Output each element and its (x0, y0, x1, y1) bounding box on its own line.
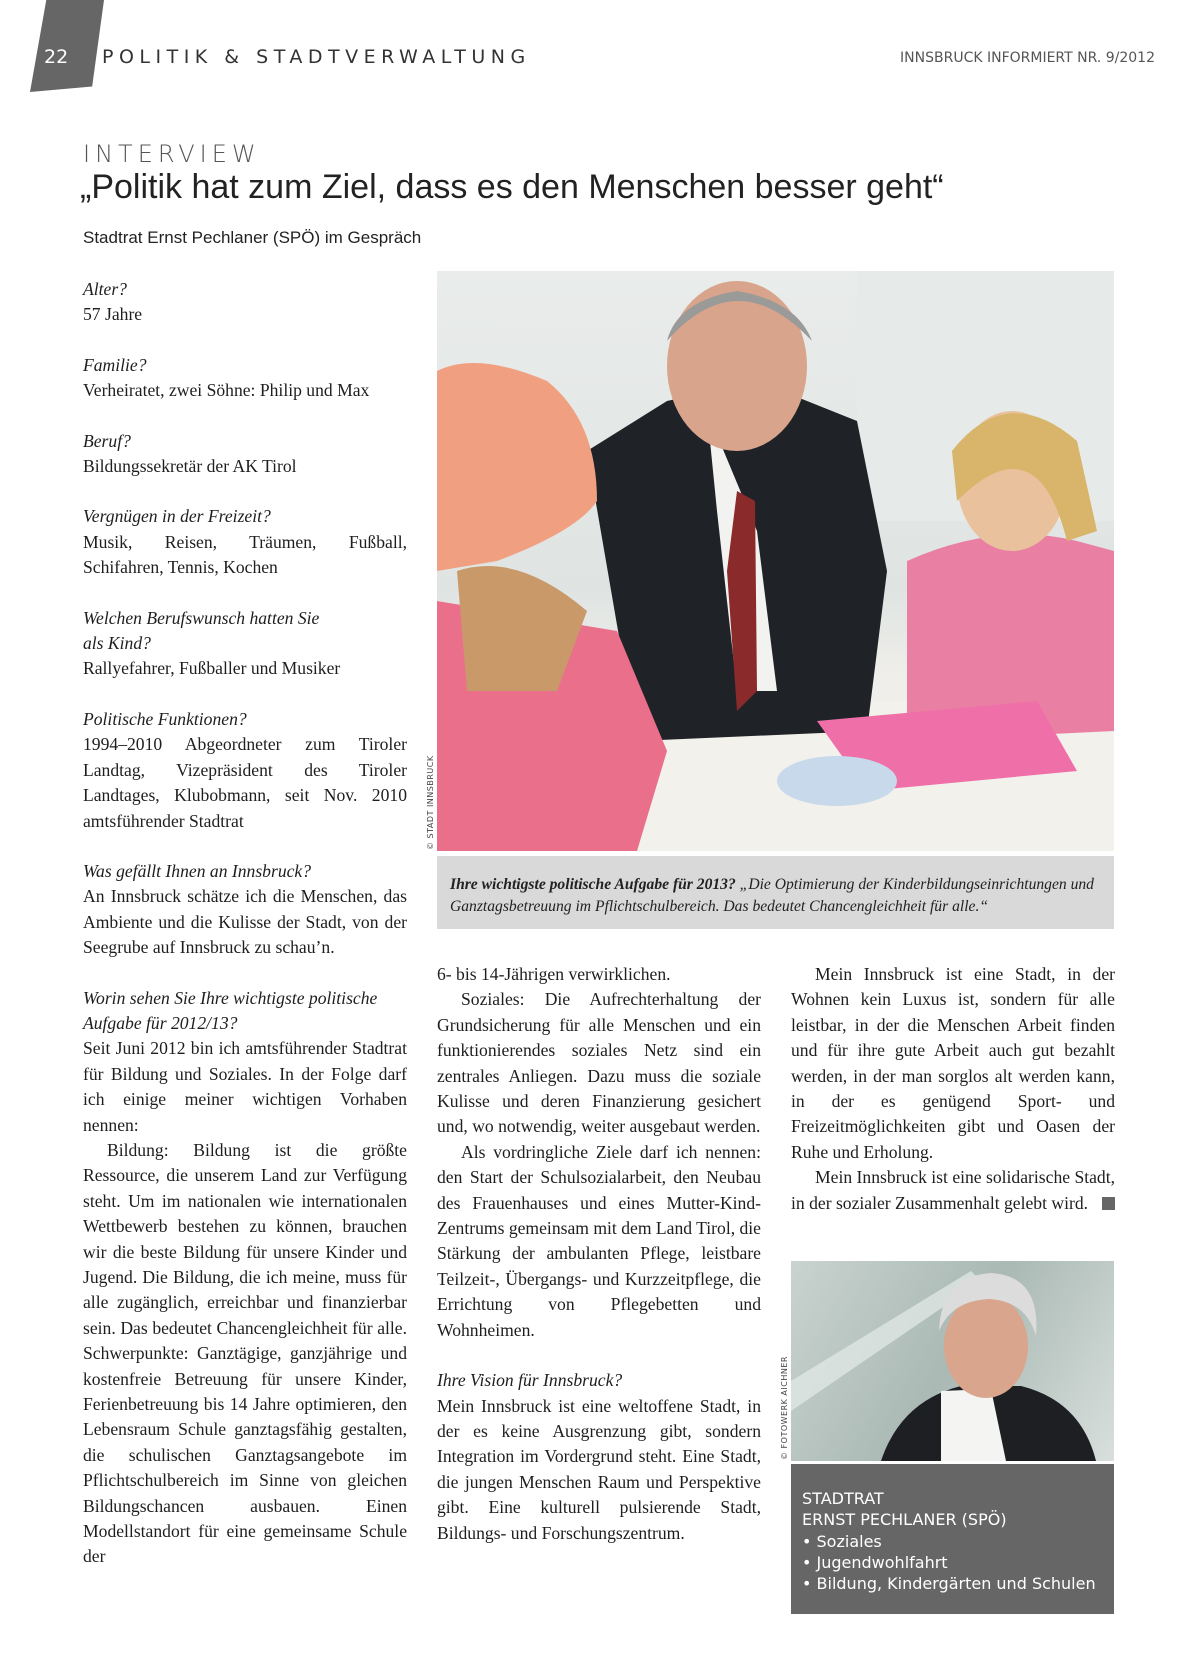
article-kicker: INTERVIEW (83, 140, 261, 168)
portrait-credit: © FOTOWERK AICHNER (780, 1356, 789, 1460)
paragraph: Als vordringliche Ziele darf ich nennen: den Start der Schulsozialarbeit, den Neubau des Frauenhauses und eines Mutter-Kind-Zentrums gemeinsam mit dem Land Tirol, die Stärkung der ambulanten Pflege, leistbare Teilzeit-, Übergangs- und Kurzzeitpflege, die Errichtung von Pflegebetten und Wohnheimen. (437, 1141, 761, 1340)
paragraph-text: Mein Innsbruck ist eine solidarische Stadt, in der sozialer Zusammenhalt gelebt wird. (791, 1167, 1116, 1213)
info-item: • Bildung, Kindergärten und Schulen (802, 1574, 1096, 1594)
photo-illustration (437, 271, 1114, 851)
question: Politische Funktionen? (83, 708, 247, 729)
question: Welchen Berufswunsch hatten Sie als Kind? (83, 607, 320, 654)
paragraph (791, 1165, 1115, 1216)
info-item: • Soziales (802, 1531, 882, 1551)
info-item: • Jugendwohlfahrt (802, 1552, 948, 1572)
answer: Bildungssekretär der AK Tirol (83, 456, 297, 477)
portrait-illustration (791, 1261, 1114, 1461)
answer: Rallyefahrer, Fußballer und Musiker (83, 658, 341, 679)
answer: Musik, Reisen, Träumen, Fußball, Schifahren, Tennis, Kochen (83, 531, 407, 578)
answer: Mein Innsbruck ist eine weltoffene Stadt, in der es keine Ausgrenzung gibt, sondern Integration im Vordergrund steht. Eine Stadt, die jungen Menschen Raum und Perspektive gibt. Eine kulturell pulsierende Stadt, Bildungs- und Forschungszentrum. (437, 1395, 761, 1543)
question: Alter? (83, 279, 127, 299)
answer: Seit Juni 2012 bin ich amtsführender Stadtrat für Bildung und Soziales. In der Folge darf ich einige meiner wichtigen Vorhaben nennen: (83, 1038, 407, 1135)
info-title: STADTRAT (802, 1489, 884, 1508)
question: Ihre Vision für Innsbruck? (437, 1370, 623, 1391)
paragraph: Mein Innsbruck ist eine Stadt, in der Wohnen kein Luxus ist, sondern für alle leistbar, in der die Menschen Arbeit finden und für ihre gute Arbeit auch gut bezahlt werden, in der man sorglos alt werden kann, in der es genügend Sport- und Freizeitmöglichkeiten gibt und Oasen der Ruhe und Erholung. (791, 964, 1115, 1162)
info-name: ERNST PECHLANER (SPÖ) (802, 1510, 1007, 1530)
paragraph: Soziales: Die Aufrechterhaltung der Grundsicherung für alle Menschen und ein funktionierendes soziales Netz sind ein zentrales Anliegen. Dazu muss die soziale Kulisse und deren Finanzierung gesichert und, wo notwendig, weiter ausgebaut werden. (437, 989, 761, 1137)
question: Vergnügen in der Freizeit? (83, 506, 271, 527)
paragraph: Bildung: Bildung ist die größte Ressource, die unserem Land zur Verfügung steht. Um im nationalen wie internationalen Wettbewerb bestehen zu können, brauchen wir die beste Bildung für unsere Kinder und Jugend. Die Bildung, die ich meine, muss für alle zugänglich, erreichbar und finanzierbar sein. Das bedeutet Chancengleichheit für alle. Schwerpunkte: Ganztägige, ganzjährige und kostenfreie Betreuung für unsere Kinder, Ferienbetreuung bis 14 Jahre optimieren, den Lebensraum Schule ganztagsfähig gestalten, die schulischen Ganztagsangebote im Pflichtschulbereich im Sinne von gleichen Bildungschancen ausbauen. Einen Modellstandort für eine gemeinsame Schule der (83, 1139, 407, 1567)
answer: Verheiratet, zwei Söhne: Philip und Max (83, 380, 370, 401)
middle-column (437, 962, 761, 1546)
photo-credit: © STADT INNSBRUCK (426, 755, 435, 850)
caption-question: Ihre wichtigste politische Aufgabe für 2013? (450, 876, 736, 893)
page-number: 22 (44, 46, 69, 68)
question: Beruf? (83, 430, 131, 451)
question: Was gefällt Ihnen an Innsbruck? (83, 860, 312, 881)
left-column (83, 277, 407, 1570)
issue-label: INNSBRUCK INFORMIERT NR. 9/2012 (900, 50, 1155, 66)
photo-caption (437, 856, 1114, 929)
paragraph: 6- bis 14-Jährigen verwirklichen. (437, 964, 671, 984)
question: Familie? (83, 354, 147, 375)
article-subtitle: Stadtrat Ernst Pechlaner (SPÖ) im Gespräch (83, 228, 422, 247)
right-column (791, 962, 1115, 1216)
caption-text: „Die Optimierung der Kinderbildungseinrichtungen und Ganztagsbetreuung im Pflichtschulbereich. Das bedeutet Chancengleichheit für alle.“ (450, 876, 1094, 915)
portrait-photo (791, 1261, 1114, 1461)
answer: 57 Jahre (83, 304, 143, 325)
question: Worin sehen Sie Ihre wichtigste politische Aufgabe für 2012/13? (83, 987, 378, 1033)
info-box (791, 1464, 1114, 1614)
answer: An Innsbruck schätze ich die Menschen, das Ambiente und die Kulisse der Stadt, von der Seegrube auf Innsbruck zu schau’n. (83, 886, 407, 958)
answer: 1994–2010 Abgeordneter zum Tiroler Landtag, Vizepräsident des Tiroler Landtages, Klubobmann, seit Nov. 2010 amtsführender Stadtrat (83, 734, 407, 831)
interview-photo (437, 271, 1114, 851)
article-headline: „Politik hat zum Ziel, dass es den Menschen besser geht“ (80, 168, 944, 206)
section-title: POLITIK & STADTVERWALTUNG (102, 46, 531, 68)
end-of-article-mark (1102, 1197, 1115, 1210)
